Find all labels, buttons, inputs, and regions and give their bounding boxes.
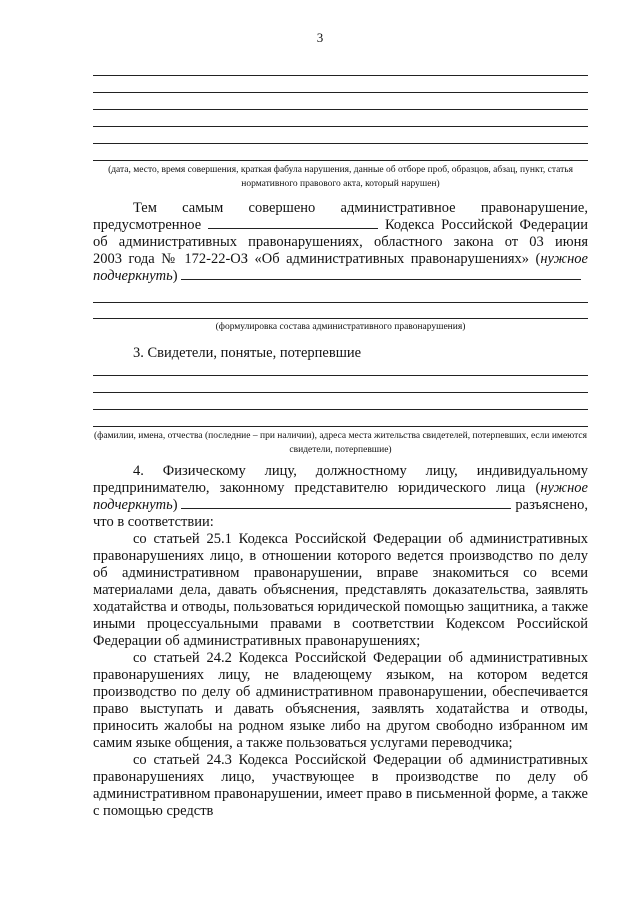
person-blank[interactable] <box>181 497 511 509</box>
offense-line-2a: предусмотренное <box>93 217 202 233</box>
offense-line-5-italic: подчеркнуть <box>93 268 173 284</box>
offense-caption: (формулировка состава административного правонарушения) <box>215 322 466 332</box>
rights-line-3-italic: подчеркнуть <box>93 497 173 513</box>
offense-paragraph <box>93 200 588 285</box>
rights-line-2a: предпринимателю, законному представителю юридического лица ( <box>93 480 541 496</box>
rights-paragraph <box>93 463 588 820</box>
blank-line[interactable] <box>93 92 588 93</box>
witnesses-heading <box>93 345 588 362</box>
blank-line[interactable] <box>93 302 588 303</box>
article-24-3-text: со статьей 24.3 Кодекса Российской Федерации об административных правонарушениях лицо, участвующее в производстве по делу об административном правонарушении, имеет право в письменной форме, а также с помощью средств <box>93 752 588 819</box>
blank-line[interactable] <box>93 126 588 127</box>
offense-line-4-italic: нужное <box>540 251 588 267</box>
rights-line-4: что в соответствии: <box>93 514 214 530</box>
blank-line[interactable] <box>93 318 588 319</box>
blank-line[interactable] <box>93 160 588 161</box>
offense-line-1: Тем самым совершено административное правонарушение, <box>133 200 588 216</box>
blank-line[interactable] <box>93 375 588 376</box>
article-24-2-text: со статьей 24.2 Кодекса Российской Федерации об административных правонарушениях лицу, не владеющему языком, на котором ведется производство по делу об административном правонарушении, обеспечивается право выступать и давать объяснения, заявлять ходатайства и отводы, приносить жалобы на родном языке либо на другом свободно избранном им самим языке общения, а также пользоваться услугами переводчика; <box>93 650 588 751</box>
blank-line[interactable] <box>93 109 588 110</box>
offense-line-4a: 2003 года № 172-22-ОЗ «Об административных правонарушениях» ( <box>93 251 541 267</box>
offense-blank[interactable] <box>181 268 581 280</box>
article-blank[interactable] <box>208 217 378 229</box>
page-number: 3 <box>316 30 324 45</box>
witnesses-caption: (фамилии, имена, отчества (последние – при наличии), адреса места жительства свидетелей, потерпевших, если имеются свидетели, потерпевшие) <box>94 431 587 455</box>
blank-line[interactable] <box>93 426 588 427</box>
witnesses-heading-text: 3. Свидетели, понятые, потерпевшие <box>133 345 362 361</box>
rights-line-3c: разъяснено, <box>515 497 588 513</box>
blank-line[interactable] <box>93 143 588 144</box>
rights-line-1: 4. Физическому лицу, должностному лицу, индивидуальному <box>133 463 588 479</box>
offense-line-3: об административных правонарушениях, областного закона от 03 июня <box>93 234 588 250</box>
blank-line[interactable] <box>93 409 588 410</box>
blank-line[interactable] <box>93 392 588 393</box>
article-25-1-text: со статьей 25.1 Кодекса Российской Федерации об административных правонарушениях лицо, в отношении которого ведется производство по делу об административном правонарушении, вправе знакомиться со всеми материалами дела, давать объяснения, представлять доказательства, заявлять ходатайства и отводы, пользоваться юридической помощью защитника, а также иными процессуальными правами в соответствии Кодексом Российской Федерации об административных правонарушениях; <box>93 531 588 649</box>
offense-line-5b: ) <box>172 268 178 284</box>
rights-line-2-italic: нужное <box>540 480 588 496</box>
offense-line-2b: Кодекса Российской Федерации <box>384 217 589 233</box>
rights-line-3b: ) <box>172 497 178 513</box>
blank-line[interactable] <box>93 75 588 76</box>
fabula-caption: (дата, место, время совершения, краткая фабула нарушения, данные об отборе проб, образцов, абзац, пункт, статья нормативного правового акта, который нарушен) <box>108 165 573 189</box>
